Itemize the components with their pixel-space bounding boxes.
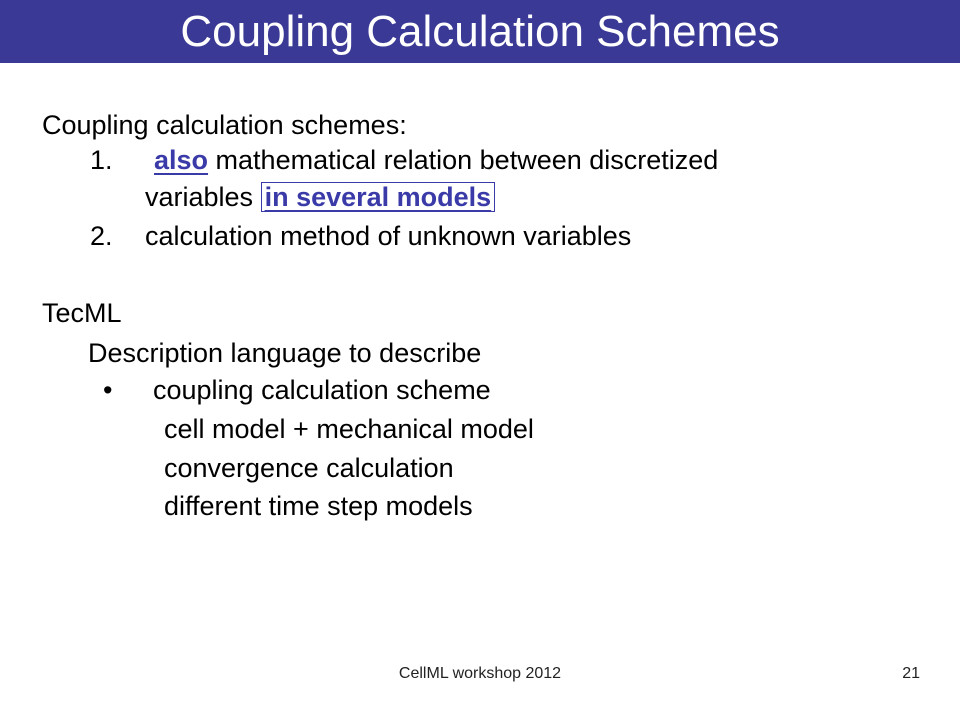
list-number-1: 1.: [90, 145, 113, 175]
sub-item: convergence calculation: [164, 453, 454, 483]
list-item-1-text: mathematical relation between discretized: [215, 145, 719, 175]
list-number-2: 2.: [90, 221, 113, 251]
list-item-1-line-1: [90, 143, 718, 177]
list-item-2: [90, 219, 631, 253]
sub-item: different time step models: [164, 491, 473, 521]
bullet-icon: •: [103, 375, 113, 405]
list-item-1-line-2: [145, 180, 495, 214]
link-in-several-models[interactable]: in several models: [261, 182, 496, 212]
page-number: 21: [902, 665, 920, 682]
sub-item: cell model + mechanical model: [164, 414, 534, 444]
section-heading-tecml: TecML: [42, 298, 122, 328]
section-heading-coupling: Coupling calculation schemes:: [42, 110, 407, 140]
bullet-item: [103, 373, 491, 407]
link-also[interactable]: also: [154, 145, 209, 175]
tecml-description: Description language to describe: [88, 338, 482, 368]
list-item-1-text-2: variables: [145, 182, 254, 212]
slide-title: Coupling Calculation Schemes: [180, 7, 780, 56]
footer-label: CellML workshop 2012: [398, 665, 562, 682]
bullet-text: coupling calculation scheme: [153, 375, 491, 405]
list-item-2-text: calculation method of unknown variables: [145, 221, 632, 251]
